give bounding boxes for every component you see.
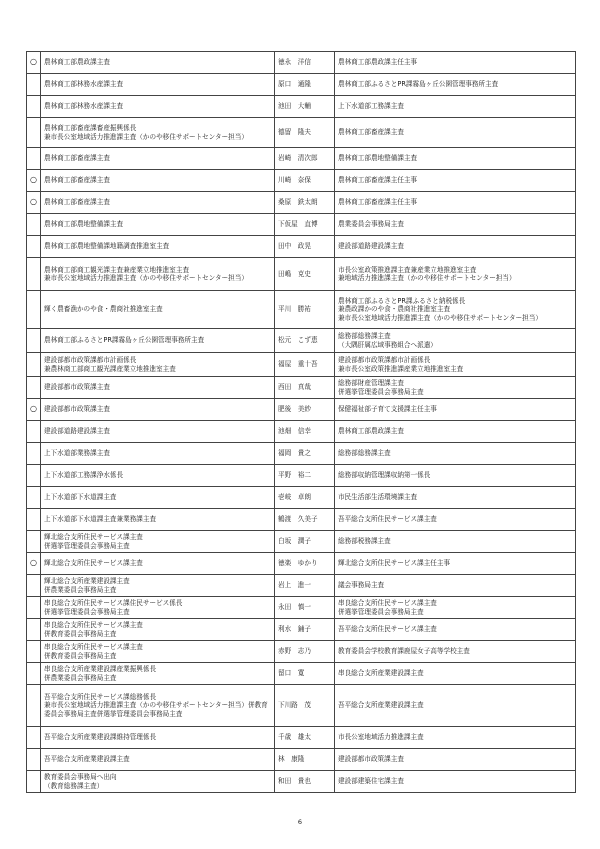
mark-cell: ○ [27, 399, 41, 421]
personnel-transfer-table [26, 51, 576, 793]
current-position-cell: 農林商工部畜産課主査 [41, 170, 275, 192]
employee-name-cell: 田中 政晃 [275, 236, 335, 258]
table-row [27, 399, 576, 421]
new-position-cell: 農業委員会事務局主査 [335, 214, 576, 236]
mark-cell [27, 443, 41, 465]
mark-cell [27, 663, 41, 685]
new-position-cell: 総務部財産管理課主査 併選挙管理委員会事務局主査 [335, 377, 576, 399]
current-position-cell: 輝北総合支所産業建設課主査 併農業委員会事務局主査 [41, 575, 275, 597]
new-position-cell: 市民生活部生活環境課主査 [335, 487, 576, 509]
current-position-cell: 串良総合支所住民サービス課主査 併教育委員会事務局主査 [41, 619, 275, 641]
mark-cell [27, 575, 41, 597]
table-row [27, 531, 576, 553]
employee-name-cell: 福屋 重十吾 [275, 353, 335, 377]
new-position-cell: 議会事務局主査 [335, 575, 576, 597]
new-position-cell: 農林商工部ふるさとPR課霧島ヶ丘公園管理事務所主査 [335, 74, 576, 96]
employee-name-cell: 永田 慎一 [275, 597, 335, 619]
new-position-cell: 建設部建築住宅課主査 [335, 771, 576, 793]
page-number: 6 [297, 818, 303, 826]
employee-name-cell: 下川路 茂 [275, 685, 335, 727]
mark-cell [27, 329, 41, 353]
employee-name-cell: 池畑 信幸 [275, 421, 335, 443]
mark-cell [27, 641, 41, 663]
mark-cell [27, 353, 41, 377]
table-row [27, 749, 576, 771]
current-position-cell: 農林商工部畜産課主査 [41, 192, 275, 214]
new-position-cell: 串良総合支所産業建設課主査 [335, 663, 576, 685]
mark-cell [27, 96, 41, 118]
current-position-cell: 農林商工部農地整備課主査 [41, 214, 275, 236]
current-position-cell: 農林商工部林務水産課主査 [41, 96, 275, 118]
current-position-cell: 教育委員会事務局へ出向 （教育総務課主査） [41, 771, 275, 793]
mark-cell [27, 291, 41, 329]
table-row [27, 74, 576, 96]
mark-cell [27, 727, 41, 749]
table-row [27, 553, 576, 575]
employee-name-cell: 岩上 進一 [275, 575, 335, 597]
new-position-cell: 総務部総務課主査 （大隅肝属広域事務組合へ派遣） [335, 329, 576, 353]
current-position-cell: 建設部道路建設課主査 [41, 421, 275, 443]
new-position-cell: 農林商工部畜産課主査 [335, 118, 576, 148]
employee-name-cell: 千歳 雄太 [275, 727, 335, 749]
current-position-cell: 建設部都市政策課主査 [41, 377, 275, 399]
current-position-cell: 輝く農畜漁かのや食・農商社推進室主査 [41, 291, 275, 329]
new-position-cell: 農林商工部農地整備課主査 [335, 148, 576, 170]
table-row [27, 258, 576, 291]
new-position-cell: 農林商工部畜産課主任主事 [335, 170, 576, 192]
employee-name-cell: 平野 裕二 [275, 465, 335, 487]
employee-name-cell: 福岡 貴之 [275, 443, 335, 465]
employee-name-cell: 白坂 潤子 [275, 531, 335, 553]
current-position-cell: 串良総合支所産業建設課産業振興係長 併農業委員会事務局主査 [41, 663, 275, 685]
mark-cell [27, 487, 41, 509]
table-row [27, 685, 576, 727]
table-row [27, 353, 576, 377]
table-row [27, 96, 576, 118]
new-position-cell: 建設部都市政策課都市計画係長 兼市長公室政策推進課産業立地推進室主査 [335, 353, 576, 377]
employee-name-cell: 平川 勝祐 [275, 291, 335, 329]
current-position-cell: 農林商工部林務水産課主査 [41, 74, 275, 96]
employee-name-cell: 徳楽 ゆかり [275, 553, 335, 575]
table-row [27, 771, 576, 793]
new-position-cell: 市長公室地域活力推進課主査 [335, 727, 576, 749]
table-row [27, 575, 576, 597]
employee-name-cell: 川崎 奈保 [275, 170, 335, 192]
new-position-cell: 総務部税務課主査 [335, 531, 576, 553]
employee-name-cell: 西田 真哉 [275, 377, 335, 399]
mark-cell [27, 619, 41, 641]
mark-cell [27, 214, 41, 236]
new-position-cell: 吾平総合支所住民サービス課主査 [335, 509, 576, 531]
table-row [27, 597, 576, 619]
current-position-cell: 串良総合支所住民サービス課主査 併教育委員会事務局主査 [41, 641, 275, 663]
table-row [27, 509, 576, 531]
table-row [27, 192, 576, 214]
new-position-cell: 保健福祉部子育て支援課主任主事 [335, 399, 576, 421]
employee-name-cell: 林 康隆 [275, 749, 335, 771]
table-row [27, 465, 576, 487]
employee-name-cell: 壱岐 卓朗 [275, 487, 335, 509]
mark-cell [27, 509, 41, 531]
table-row [27, 52, 576, 74]
table-row [27, 487, 576, 509]
employee-name-cell: 德留 隆夫 [275, 118, 335, 148]
table-row [27, 727, 576, 749]
mark-cell [27, 74, 41, 96]
employee-name-cell: 松元 こず恵 [275, 329, 335, 353]
employee-name-cell: 肥後 美紗 [275, 399, 335, 421]
new-position-cell: 農林商工部畜産課主任主事 [335, 192, 576, 214]
personnel-table-body [27, 52, 576, 793]
table-row [27, 663, 576, 685]
employee-name-cell: 徳永 洋信 [275, 52, 335, 74]
current-position-cell: 吾平総合支所産業建設課維持管理係長 [41, 727, 275, 749]
employee-name-cell: 池田 大輔 [275, 96, 335, 118]
mark-cell [27, 531, 41, 553]
table-row [27, 619, 576, 641]
new-position-cell: 建設部道路建設課主査 [335, 236, 576, 258]
new-position-cell: 上下水道部工務課主査 [335, 96, 576, 118]
current-position-cell: 吾平総合支所住民サービス課総務係長 兼市長公室地域活力推進課主査（かのや移住サポートセンター担当）併教育委員会事務局主査併選挙管理委員会事務局主査 [41, 685, 275, 727]
current-position-cell: 農林商工部畜産課主査 [41, 148, 275, 170]
current-position-cell: 農林商工部ふるさとPR課霧島ヶ丘公園管理事務所主査 [41, 329, 275, 353]
current-position-cell: 農林商工部商工観光課主査兼産業立地推進室主査 兼市長公室地域活力推進課主査（かのや移住サポートセンター担当） [41, 258, 275, 291]
employee-name-cell: 留口 寛 [275, 663, 335, 685]
personnel-table-container [26, 51, 575, 793]
employee-name-cell: 原口 通隆 [275, 74, 335, 96]
new-position-cell: 総務部総務課主査 [335, 443, 576, 465]
current-position-cell: 上下水道部業務課主査 [41, 443, 275, 465]
mark-cell [27, 148, 41, 170]
mark-cell [27, 377, 41, 399]
table-row [27, 443, 576, 465]
current-position-cell: 上下水道部工務課浄水係長 [41, 465, 275, 487]
new-position-cell: 串良総合支所住民サービス課主査 併選挙管理委員会事務局主査 [335, 597, 576, 619]
table-row [27, 118, 576, 148]
current-position-cell: 吾平総合支所産業建設課主査 [41, 749, 275, 771]
table-row [27, 148, 576, 170]
mark-cell [27, 258, 41, 291]
current-position-cell: 上下水道部下水道課主査 [41, 487, 275, 509]
current-position-cell: 輝北総合支所住民サービス課主査 併選挙管理委員会事務局主査 [41, 531, 275, 553]
employee-name-cell: 和田 貴也 [275, 771, 335, 793]
new-position-cell: 市長公室政策推進課主査兼産業立地推進室主査 兼地域活力推進課主査（かのや移住サポートセンター担当） [335, 258, 576, 291]
new-position-cell: 農林商工部農政課主任主事 [335, 52, 576, 74]
mark-cell [27, 421, 41, 443]
table-row [27, 170, 576, 192]
mark-cell [27, 749, 41, 771]
employee-name-cell: 下仮屋 直博 [275, 214, 335, 236]
table-row [27, 421, 576, 443]
mark-cell [27, 118, 41, 148]
mark-cell: ○ [27, 52, 41, 74]
mark-cell: ○ [27, 192, 41, 214]
employee-name-cell: 鶴渡 久美子 [275, 509, 335, 531]
mark-cell: ○ [27, 170, 41, 192]
mark-cell [27, 597, 41, 619]
mark-cell [27, 685, 41, 727]
employee-name-cell: 桑原 鉄太朗 [275, 192, 335, 214]
current-position-cell: 輝北総合支所住民サービス課主査 [41, 553, 275, 575]
current-position-cell: 農林商工部畜産課畜産振興係長 兼市長公室地域活力推進課主査（かのや移住サポートセンター担当） [41, 118, 275, 148]
table-row [27, 291, 576, 329]
employee-name-cell: 利水 鋪子 [275, 619, 335, 641]
mark-cell [27, 236, 41, 258]
mark-cell [27, 771, 41, 793]
table-row [27, 236, 576, 258]
table-row [27, 214, 576, 236]
new-position-cell: 輝北総合支所住民サービス課主任主事 [335, 553, 576, 575]
new-position-cell: 教育委員会学校教育課鹿屋女子高等学校主査 [335, 641, 576, 663]
new-position-cell: 吾平総合支所産業建設課主査 [335, 685, 576, 727]
current-position-cell: 上下水道部下水道課主査兼業務課主査 [41, 509, 275, 531]
new-position-cell: 農林商工部ふるさとPR課ふるさと納税係長 兼農政課かのや食・農商社推進室主査 兼市長公室地域活力推進課主査（かのや移住サポートセンター担当） [335, 291, 576, 329]
mark-cell [27, 465, 41, 487]
employee-name-cell: 赤野 志乃 [275, 641, 335, 663]
employee-name-cell: 岩崎 清次郎 [275, 148, 335, 170]
current-position-cell: 建設部都市政策課都市計画係長 兼農林商工部商工観光課産業立地推進室主査 [41, 353, 275, 377]
new-position-cell: 建設部都市政策課主査 [335, 749, 576, 771]
mark-cell: ○ [27, 553, 41, 575]
employee-name-cell: 田嶋 克史 [275, 258, 335, 291]
current-position-cell: 農林商工部農政課主査 [41, 52, 275, 74]
new-position-cell: 農林商工部農政課主査 [335, 421, 576, 443]
current-position-cell: 農林商工部農地整備課地籍調査推進室主査 [41, 236, 275, 258]
table-row [27, 377, 576, 399]
new-position-cell: 総務部収納管理課収納第一係長 [335, 465, 576, 487]
table-row [27, 641, 576, 663]
new-position-cell: 吾平総合支所住民サービス課主査 [335, 619, 576, 641]
current-position-cell: 建設部都市政策課主査 [41, 399, 275, 421]
current-position-cell: 串良総合支所住民サービス課住民サービス係長 併選挙管理委員会事務局主査 [41, 597, 275, 619]
table-row [27, 329, 576, 353]
